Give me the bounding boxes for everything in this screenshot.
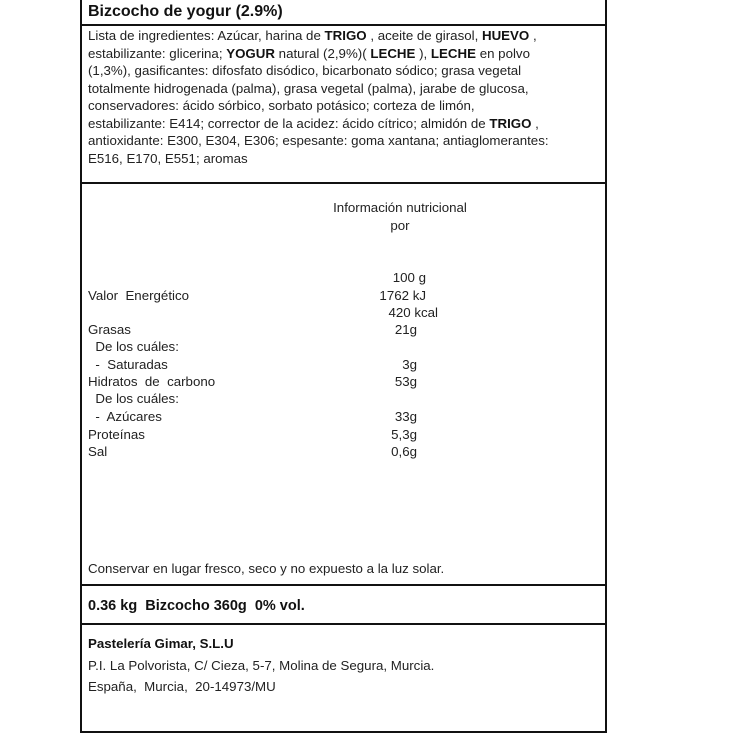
- nutrition-value: 0,6g: [391, 444, 417, 459]
- ingredients-line: E516, E170, E551; aromas: [88, 150, 248, 166]
- nutrition-label: - Saturadas: [88, 357, 168, 372]
- nutrition-value: 420 kcal: [388, 305, 438, 320]
- nutrition-row: [88, 338, 448, 355]
- ingredients-line: Lista de ingredientes: Azúcar, harina de TRIGO , aceite de girasol, HUEVO ,: [88, 28, 537, 43]
- ingredients-line: antioxidante: E300, E304, E306; espesante: goma xantana; antiaglomerantes:: [88, 133, 549, 148]
- nutrition-value: 21g: [394, 322, 417, 337]
- nutrition-value: 3g: [402, 357, 417, 372]
- nutrition-row: [88, 321, 448, 338]
- nutrition-row: [88, 287, 448, 304]
- nutrition-label: Proteínas: [88, 427, 145, 442]
- ingredients-line: totalmente hidrogenada (palma), grasa vegetal (palma), jarabe de glucosa,: [88, 80, 529, 96]
- nutrition-value: 33g: [394, 409, 417, 424]
- ingredients-line: (1,3%), gasificantes: difosfato disódico, bicarbonato sódico; grasa vegetal: [88, 63, 522, 78]
- company-address: P.I. La Polvorista, C/ Cieza, 5-7, Molina de Segura, Murcia.: [88, 658, 435, 673]
- nutrition-header: [300, 199, 500, 235]
- nutrition-value: 5,3g: [391, 427, 417, 442]
- net-quantity: 0.36 kg Bizcocho 360g 0% vol.: [88, 598, 305, 614]
- nutrition-row: [88, 426, 448, 443]
- ingredients-line: estabilizante: glicerina; YOGUR natural (2,9%)( LECHE ), LECHE en polvo: [88, 45, 530, 61]
- company-name: Pastelería Gimar, S.L.U: [88, 636, 234, 651]
- title-divider: [82, 24, 605, 26]
- nutrition-label: De los cuáles:: [88, 391, 179, 406]
- nutrition-label: - Azúcares: [88, 409, 162, 424]
- nutrition-row: [88, 390, 448, 407]
- per-amount: 100 g: [392, 270, 426, 285]
- nutrition-value: 53g: [394, 374, 417, 389]
- nutrition-label: Sal: [88, 444, 108, 459]
- ingredients-list: [88, 27, 603, 167]
- nutrition-label: De los cuáles:: [88, 339, 179, 354]
- company-registration: España, Murcia, 20-14973/MU: [88, 679, 276, 694]
- net-divider: [82, 623, 605, 625]
- nutrition-per: por: [390, 218, 410, 233]
- nutrition-label: Hidratos de carbono: [88, 374, 216, 389]
- nutrition-per-amount-row: [88, 269, 448, 286]
- ingredients-line: conservadores: ácido sórbico, sorbato potásico; corteza de limón,: [88, 98, 475, 113]
- storage-divider: [82, 584, 605, 586]
- ingredients-line: estabilizante: E414; corrector de la acidez: ácido cítrico; almidón de TRIGO ,: [88, 115, 539, 131]
- nutrition-row: [88, 408, 448, 425]
- product-title: Bizcocho de yogur (2.9%): [88, 3, 283, 20]
- nutrition-title: Información nutricional: [333, 200, 467, 215]
- storage-instructions: Conservar en lugar fresco, seco y no expuesto a la luz solar.: [88, 561, 445, 576]
- nutrition-row: [88, 304, 448, 321]
- nutrition-row: [88, 443, 448, 460]
- nutrition-row: [88, 373, 448, 390]
- nutrition-label: Valor Energético: [88, 288, 190, 303]
- nutrition-row: [88, 356, 448, 373]
- nutrition-label: Grasas: [88, 322, 131, 337]
- nutrition-value: 1762 kJ: [379, 288, 426, 303]
- ingredients-divider: [82, 182, 605, 184]
